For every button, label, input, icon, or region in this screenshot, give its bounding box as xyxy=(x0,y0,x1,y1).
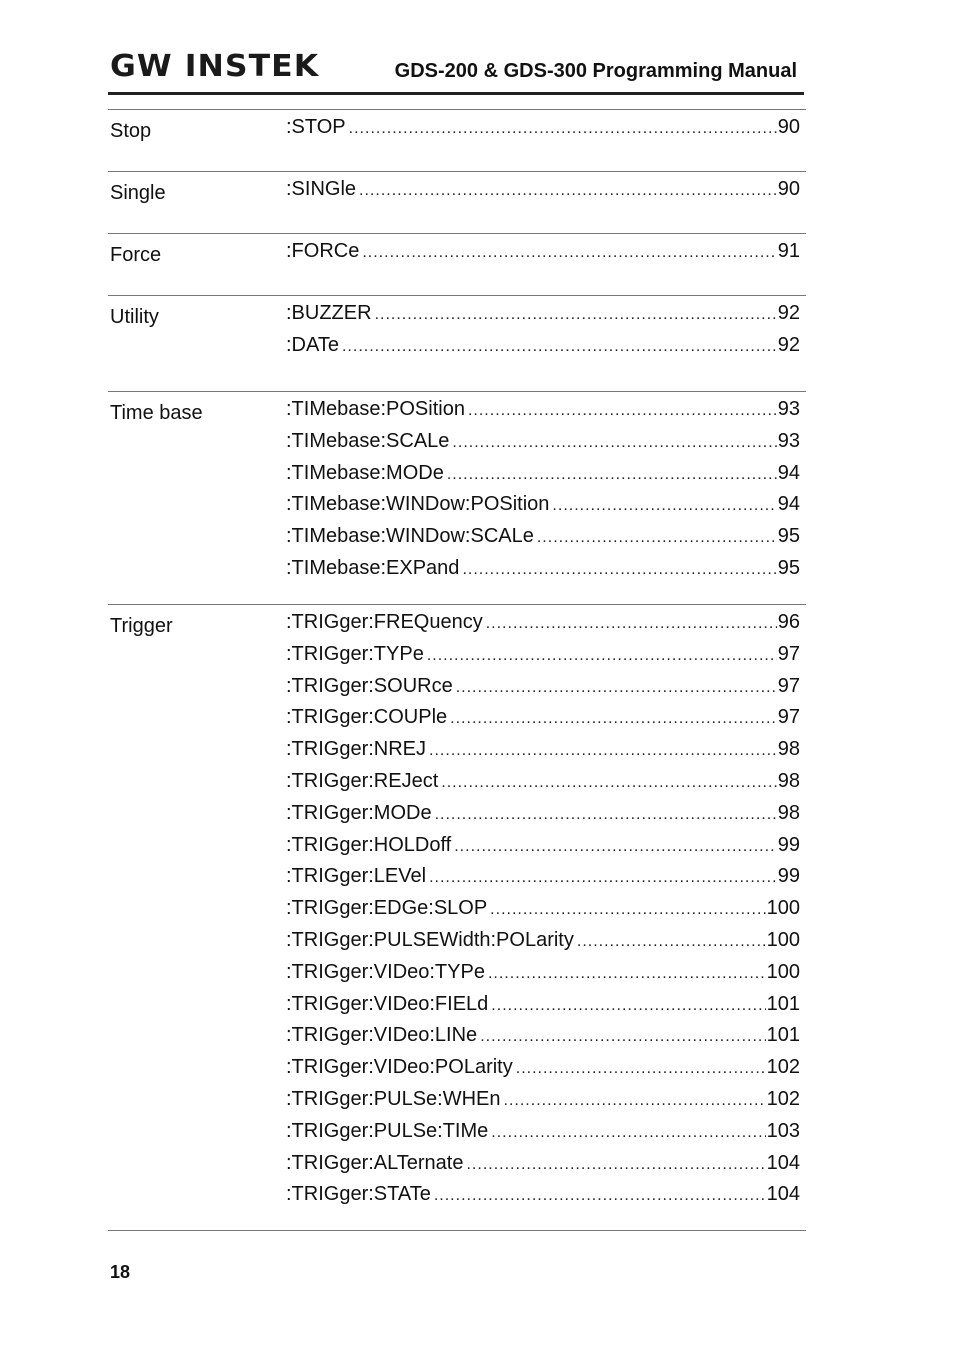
toc-entry[interactable] xyxy=(286,525,800,557)
command-name: :BUZZER xyxy=(286,302,372,324)
dot-leader xyxy=(452,434,776,456)
command-name: :TIMebase:WINDow:SCALe xyxy=(286,525,534,548)
page-ref: 97 xyxy=(777,706,800,729)
command-name: :TRIGger:PULSe:TIMe xyxy=(286,1119,489,1142)
section-entries xyxy=(286,116,800,148)
toc-entry[interactable] xyxy=(286,643,800,675)
page-ref: 94 xyxy=(777,461,800,484)
section-label: Stop xyxy=(110,120,152,142)
command-name: :TRIGger:VIDeo:POLarity xyxy=(286,1056,513,1079)
page-ref: 103 xyxy=(766,1119,800,1142)
page-ref: 100 xyxy=(766,928,800,951)
command-name: :TRIGger:TYPe xyxy=(286,642,424,665)
dot-leader xyxy=(375,306,777,328)
command-name: :TRIGger:EDGe:SLOP xyxy=(286,897,488,920)
section-entries xyxy=(286,178,800,210)
page-ref: 95 xyxy=(777,556,800,579)
manual-title: GDS-200 & GDS-300 Programming Manual xyxy=(394,60,797,82)
command-name: :TRIGger:PULSEWidth:POLarity xyxy=(286,928,574,951)
toc-entry[interactable] xyxy=(286,1088,800,1120)
section-label: Single xyxy=(110,182,166,204)
toc-entry[interactable] xyxy=(286,961,800,993)
section-entries xyxy=(286,302,800,366)
command-name: :TRIGger:SOURce xyxy=(286,674,453,697)
page-ref: 95 xyxy=(777,525,800,548)
section-entries xyxy=(286,398,800,589)
toc-entry[interactable] xyxy=(286,770,800,802)
toc-entry[interactable] xyxy=(286,1056,800,1088)
command-name: :FORCe xyxy=(286,240,360,262)
command-name: :TRIGger:MODe xyxy=(286,801,432,824)
dot-leader xyxy=(516,1060,766,1082)
dot-leader xyxy=(486,615,777,637)
dot-leader xyxy=(491,997,765,1019)
dot-leader xyxy=(429,869,777,891)
section-label: Utility xyxy=(110,306,159,328)
section-divider xyxy=(108,604,806,605)
command-name: :TRIGger:LEVel xyxy=(286,865,427,888)
page-ref: 91 xyxy=(777,240,800,262)
command-name: :TRIGger:HOLDoff xyxy=(286,833,452,856)
command-name: :TRIGger:REJect xyxy=(286,769,439,792)
dot-leader xyxy=(504,1092,766,1114)
toc-entry[interactable] xyxy=(286,398,800,430)
toc-entry[interactable] xyxy=(286,1120,800,1152)
command-name: :TRIGger:STATe xyxy=(286,1183,431,1206)
command-name: :STOP xyxy=(286,116,346,138)
command-name: :TRIGger:COUPle xyxy=(286,706,448,729)
page-ref: 101 xyxy=(766,1024,800,1047)
page-ref: 97 xyxy=(777,674,800,697)
section-divider xyxy=(108,233,806,234)
page-ref: 100 xyxy=(766,960,800,983)
toc-entry[interactable] xyxy=(286,116,800,148)
toc-entry[interactable] xyxy=(286,430,800,462)
page-ref: 97 xyxy=(777,642,800,665)
page-ref: 90 xyxy=(777,116,800,138)
page-ref: 98 xyxy=(777,801,800,824)
dot-leader xyxy=(441,774,776,796)
command-name: :TIMebase:EXPand xyxy=(286,556,460,579)
command-name: :TIMebase:SCALe xyxy=(286,429,450,452)
section-label: Force xyxy=(110,244,162,266)
dot-leader xyxy=(450,710,777,732)
page-ref: 104 xyxy=(766,1151,800,1174)
page-ref: 99 xyxy=(777,833,800,856)
dot-leader xyxy=(429,742,777,764)
page-ref: 93 xyxy=(777,429,800,452)
command-name: :TRIGger:NREJ xyxy=(286,738,427,761)
command-name: :TIMebase:POSition xyxy=(286,398,465,420)
toc-entry[interactable] xyxy=(286,1183,800,1215)
section-label: Trigger xyxy=(110,615,173,637)
dot-leader xyxy=(537,529,777,551)
toc-entry[interactable] xyxy=(286,675,800,707)
toc-entry[interactable] xyxy=(286,802,800,834)
dot-leader xyxy=(342,338,777,360)
page-ref: 98 xyxy=(777,769,800,792)
dot-leader xyxy=(362,244,776,266)
toc-entry[interactable] xyxy=(286,834,800,866)
toc-entry[interactable] xyxy=(286,611,800,643)
command-name: :TRIGger:VIDeo:FIELd xyxy=(286,992,489,1015)
toc-entry[interactable] xyxy=(286,334,800,366)
command-name: :SINGle xyxy=(286,178,357,200)
page-ref: 93 xyxy=(777,398,800,420)
dot-leader xyxy=(435,806,777,828)
section-divider xyxy=(108,109,806,110)
page-ref: 100 xyxy=(766,897,800,920)
command-name: :TRIGger:VIDeo:LINe xyxy=(286,1024,478,1047)
toc-entry[interactable] xyxy=(286,557,800,589)
section-divider xyxy=(108,1230,806,1231)
page-ref: 102 xyxy=(766,1056,800,1079)
command-name: :TIMebase:WINDow:POSition xyxy=(286,493,550,516)
section-divider xyxy=(108,391,806,392)
command-name: :TRIGger:PULSe:WHEn xyxy=(286,1087,501,1110)
page-ref: 92 xyxy=(777,302,800,324)
page-number: 18 xyxy=(110,1262,131,1282)
page-ref: 94 xyxy=(777,493,800,516)
dot-leader xyxy=(466,1156,765,1178)
dot-leader xyxy=(488,965,766,987)
toc-entry[interactable] xyxy=(286,897,800,929)
page-ref: 99 xyxy=(777,865,800,888)
dot-leader xyxy=(456,679,777,701)
command-name: :TIMebase:MODe xyxy=(286,461,444,484)
toc-entry[interactable] xyxy=(286,1152,800,1184)
dot-leader xyxy=(552,497,776,519)
page-ref: 96 xyxy=(777,611,800,633)
command-name: :TRIGger:FREQuency xyxy=(286,611,483,633)
dot-leader xyxy=(359,182,777,204)
page-ref: 101 xyxy=(766,992,800,1015)
page-ref: 92 xyxy=(777,333,800,356)
page-ref: 104 xyxy=(766,1183,800,1206)
command-name: :TRIGger:ALTernate xyxy=(286,1151,464,1174)
dot-leader xyxy=(427,647,777,669)
toc-entry[interactable] xyxy=(286,493,800,525)
dot-leader xyxy=(480,1028,765,1050)
toc-entry[interactable] xyxy=(286,706,800,738)
toc-entry[interactable] xyxy=(286,1024,800,1056)
toc-entry[interactable] xyxy=(286,240,800,272)
dot-leader xyxy=(349,120,777,142)
dot-leader xyxy=(434,1187,766,1209)
toc-entry[interactable] xyxy=(286,178,800,210)
dot-leader xyxy=(468,402,777,424)
toc-entry[interactable] xyxy=(286,993,800,1025)
dot-leader xyxy=(577,933,766,955)
page-ref: 102 xyxy=(766,1087,800,1110)
section-divider xyxy=(108,171,806,172)
toc-entry[interactable] xyxy=(286,865,800,897)
header-rule xyxy=(108,92,804,95)
command-name: :TRIGger:VIDeo:TYPe xyxy=(286,960,485,983)
toc-entry[interactable] xyxy=(286,738,800,770)
dot-leader xyxy=(447,466,777,488)
dot-leader xyxy=(462,561,776,583)
toc-entry[interactable] xyxy=(286,302,800,334)
toc-entry[interactable] xyxy=(286,462,800,494)
page-ref: 98 xyxy=(777,738,800,761)
page-ref: 90 xyxy=(777,178,800,200)
section-entries xyxy=(286,240,800,272)
command-name: :DATe xyxy=(286,333,339,356)
gw-instek-logo: GW INSTEK xyxy=(110,49,320,84)
dot-leader xyxy=(454,838,777,860)
section-label: Time base xyxy=(110,402,203,424)
dot-leader xyxy=(491,1124,765,1146)
toc-entry[interactable] xyxy=(286,929,800,961)
section-divider xyxy=(108,295,806,296)
section-entries xyxy=(286,611,800,1215)
dot-leader xyxy=(490,901,765,923)
